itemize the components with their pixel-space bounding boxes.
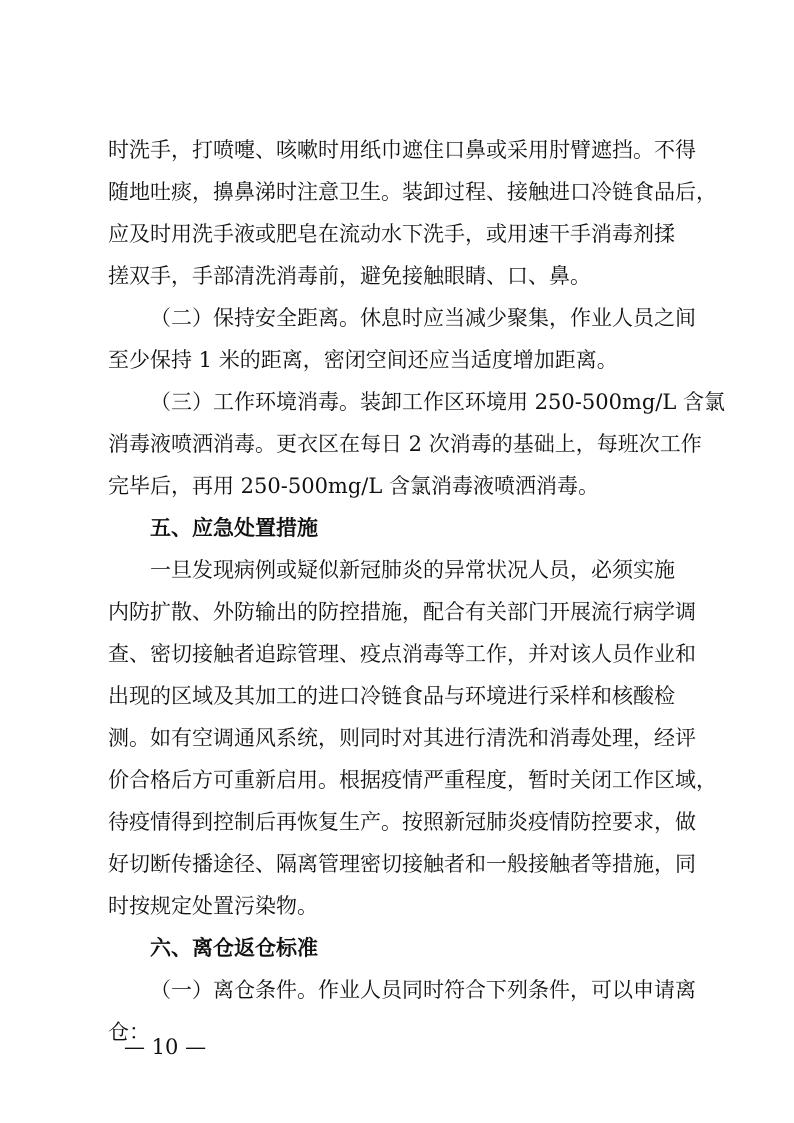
body-text-line: 查、密切接触者追踪管理、疫点消毒等工作，并对该人员作业和 [108, 642, 696, 666]
body-text-line: 完毕后，再用 250-500mg/L 含氯消毒液喷洒消毒。 [108, 474, 599, 498]
section-heading: 五、应急处置措施 [150, 516, 318, 540]
body-text-line: 内防扩散、外防输出的防控措施，配合有关部门开展流行病学调 [108, 600, 696, 624]
body-text-line: 一旦发现病例或疑似新冠肺炎的异常状况人员，必须实施 [150, 558, 675, 582]
subsection-line: （二）保持安全距离。休息时应当减少聚集，作业人员之间 [150, 306, 696, 330]
body-text-line: 价合格后方可重新启用。根据疫情严重程度，暂时关闭工作区域， [108, 768, 717, 792]
body-text-line: 至少保持 1 米的距离，密闭空间还应当适度增加距离。 [108, 348, 618, 372]
body-text-line: 出现的区域及其加工的进口冷链食品与环境进行采样和核酸检 [108, 684, 675, 708]
body-text-line: 搓双手，手部清洗消毒前，避免接触眼睛、口、鼻。 [108, 264, 591, 288]
body-text-line: 随地吐痰，擤鼻涕时注意卫生。装卸过程、接触进口冷链食品后， [108, 180, 717, 204]
body-text-line: 测。如有空调通风系统，则同时对其进行清洗和消毒处理，经评 [108, 726, 696, 750]
body-text-line: 消毒液喷洒消毒。更衣区在每日 2 次消毒的基础上，每班次工作 [108, 432, 702, 456]
section-heading: 六、离仓返仓标准 [150, 936, 318, 960]
subsection-line: （三）工作环境消毒。装卸工作区环境用 250-500mg/L 含氯 [150, 390, 725, 414]
subsection-line: （一）离仓条件。作业人员同时符合下列条件，可以申请离 [150, 978, 696, 1002]
body-text-line: 时按规定处置污染物。 [108, 894, 318, 918]
body-text-line: 应及时用洗手液或肥皂在流动水下洗手，或用速干手消毒剂揉 [108, 222, 675, 246]
body-text-line: 待疫情得到控制后再恢复生产。按照新冠肺炎疫情防控要求，做 [108, 810, 696, 834]
body-text-line: 时洗手，打喷嚏、咳嗽时用纸巾遮住口鼻或采用肘臂遮挡。不得 [108, 138, 696, 162]
body-text-line: 好切断传播途径、隔离管理密切接触者和一般接触者等措施，同 [108, 852, 696, 876]
body-text-line: 仓： [108, 1020, 150, 1044]
page-number: — 10 — [124, 1035, 207, 1059]
